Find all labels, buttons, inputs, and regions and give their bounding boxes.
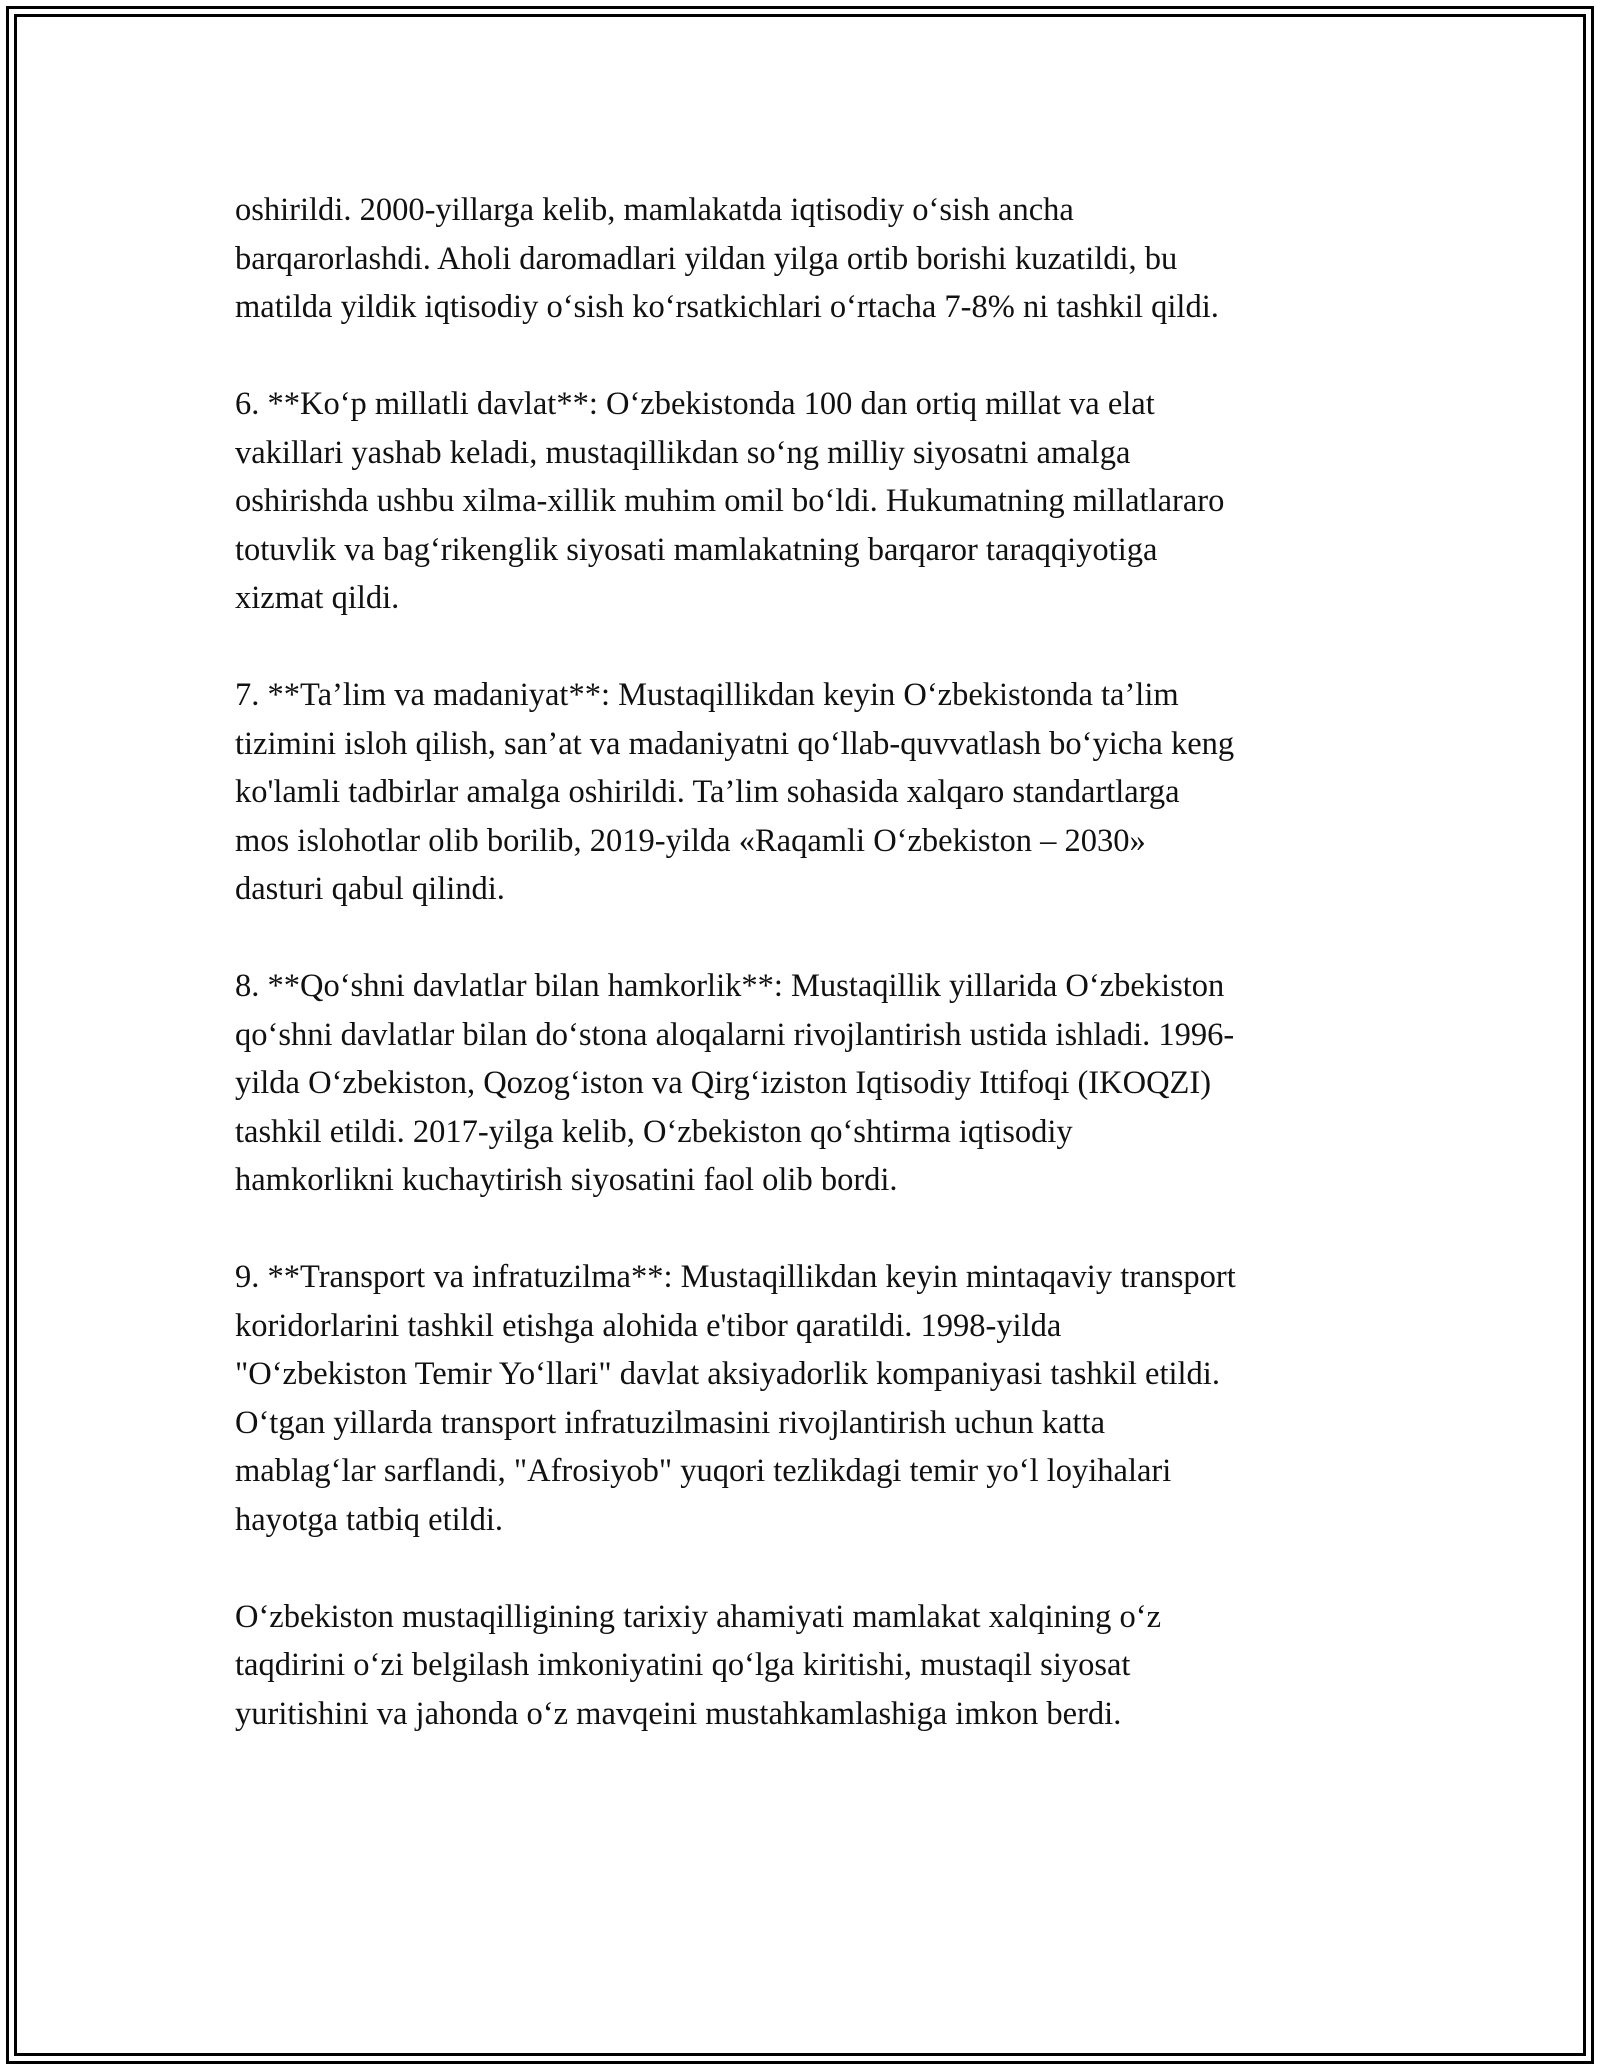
paragraph-economic-growth: [235, 186, 1375, 332]
text-line: qo‘shni davlatlar bilan do‘stona aloqalarni rivojlantirish ustida ishladi. 1996-: [235, 1016, 1235, 1053]
text-line: dasturi qabul qilindi.: [235, 871, 505, 907]
text-line: vakillari yashab keladi, mustaqillikdan so‘ng milliy siyosatni amalga: [235, 434, 1131, 471]
paragraph-education-culture: [235, 671, 1375, 914]
text-line: yuritishini va jahonda o‘z mavqeini mustahkamlashiga imkon berdi.: [235, 1695, 1122, 1732]
text-line: totuvlik va bag‘rikenglik siyosati mamlakatning barqaror taraqqiyotiga: [235, 531, 1158, 568]
text-line: 6. **Ko‘p millatli davlat**: O‘zbekistonda 100 dan ortiq millat va elat: [235, 386, 1155, 422]
paragraph-conclusion: [235, 1593, 1375, 1739]
text-line: 7. **Ta’lim va madaniyat**: Mustaqillikdan keyin O‘zbekistonda ta’lim: [235, 677, 1179, 713]
text-line: O‘tgan yillarda transport infratuzilmasini rivojlantirish uchun katta: [235, 1404, 1106, 1441]
text-line: yilda O‘zbekiston, Qozog‘iston va Qirg‘iziston Iqtisodiy Ittifoqi (IKOQZI): [235, 1065, 1212, 1101]
text-line: hayotga tatbiq etildi.: [235, 1501, 504, 1538]
text-line: O‘zbekiston mustaqilligining tarixiy ahamiyati mamlakat xalqining o‘z: [235, 1598, 1162, 1635]
text-line: "O‘zbekiston Temir Yo‘llari" davlat aksiyadorlik kompaniyasi tashkil etildi.: [235, 1356, 1220, 1392]
paragraph-multinational-state: [235, 380, 1375, 623]
text-line: tashkil etildi. 2017-yilga kelib, O‘zbekiston qo‘shtirma iqtisodiy: [235, 1113, 1073, 1150]
paragraph-neighbor-cooperation: [235, 962, 1375, 1205]
text-line: 8. **Qo‘shni davlatlar bilan hamkorlik**: Mustaqillik yillarida O‘zbekiston: [235, 968, 1225, 1004]
text-line: hamkorlikni kuchaytirish siyosatini faol olib bordi.: [235, 1162, 898, 1198]
text-line: mablag‘lar sarflandi, "Afrosiyob" yuqori tezlikdagi temir yo‘l loyihalari: [235, 1453, 1172, 1489]
text-line: matilda yildik iqtisodiy o‘sish ko‘rsatkichlari o‘rtacha 7-8% ni tashkil qildi.: [235, 289, 1219, 325]
text-line: mos islohotlar olib borilib, 2019-yilda «Raqamli O‘zbekiston – 2030»: [235, 822, 1146, 859]
text-line: ko'lamli tadbirlar amalga oshirildi. Ta’lim sohasida xalqaro standartlarga: [235, 774, 1180, 810]
text-line: xizmat qildi.: [235, 580, 400, 616]
text-line: koridorlarini tashkil etishga alohida e'tibor qaratildi. 1998-yilda: [235, 1307, 1062, 1344]
text-line: 9. **Transport va infratuzilma**: Mustaqillikdan keyin mintaqaviy transport: [235, 1259, 1236, 1295]
document-body: [235, 186, 1375, 1787]
text-line: oshirildi. 2000-yillarga kelib, mamlakatda iqtisodiy o‘sish ancha: [235, 192, 1074, 228]
paragraph-transport-infrastructure: [235, 1253, 1375, 1544]
text-line: tizimini isloh qilish, san’at va madaniyatni qo‘llab-quvvatlash bo‘yicha keng: [235, 725, 1235, 762]
text-line: oshirishda ushbu xilma-xillik muhim omil bo‘ldi. Hukumatning millatlararo: [235, 483, 1225, 519]
text-line: taqdirini o‘zi belgilash imkoniyatini qo‘lga kiritishi, mustaqil siyosat: [235, 1647, 1131, 1683]
text-line: barqarorlashdi. Aholi daromadlari yildan yilga ortib borishi kuzatildi, bu: [235, 240, 1178, 277]
